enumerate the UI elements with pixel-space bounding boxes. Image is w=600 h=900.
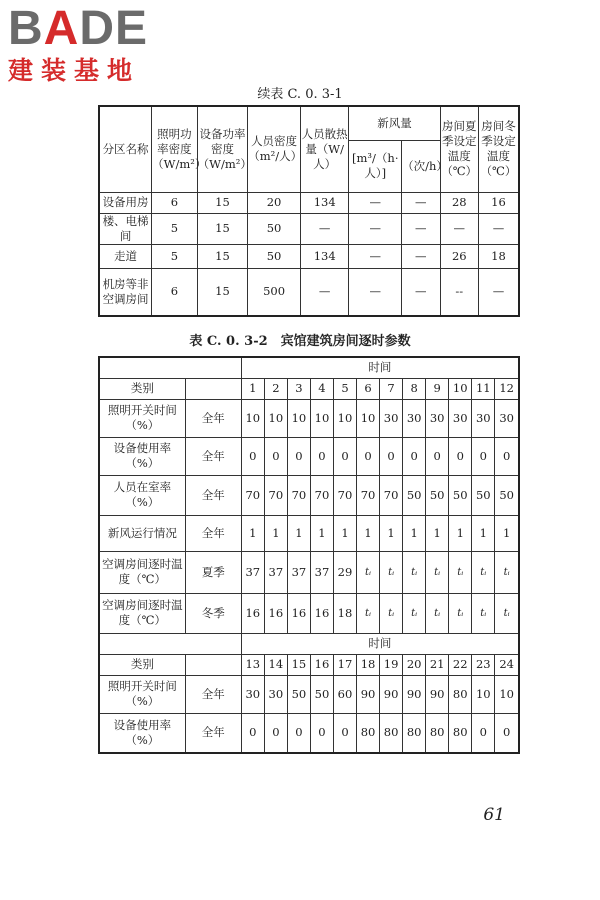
hour-cell: 12 bbox=[495, 378, 519, 399]
value-cell: tᵢ bbox=[380, 593, 403, 633]
value-cell: 0 bbox=[333, 437, 356, 475]
value-cell: 0 bbox=[495, 713, 519, 753]
value-cell: 70 bbox=[333, 475, 356, 515]
hour-cell: 23 bbox=[472, 654, 495, 675]
value-cell: 29 bbox=[333, 551, 356, 593]
value-cell: 70 bbox=[310, 475, 333, 515]
row-season: 夏季 bbox=[185, 551, 241, 593]
value-cell: 1 bbox=[449, 515, 472, 551]
value-cell: 80 bbox=[357, 713, 380, 753]
value-cell: 80 bbox=[403, 713, 426, 753]
value-cell: 50 bbox=[449, 475, 472, 515]
row-season: 冬季 bbox=[185, 593, 241, 633]
value-cell: 10 bbox=[310, 399, 333, 437]
value-cell: tᵢ bbox=[449, 593, 472, 633]
brand-logo bbox=[8, 4, 178, 86]
hour-cell: 5 bbox=[333, 378, 356, 399]
value-cell: tᵢ bbox=[426, 593, 449, 633]
table-row bbox=[99, 515, 519, 551]
header-fresh-air-unit1: [m³/（h·人）] bbox=[349, 140, 402, 192]
row-season: 全年 bbox=[185, 675, 241, 713]
page-number: 61 bbox=[483, 805, 505, 825]
hour-cell: 2 bbox=[264, 378, 287, 399]
value-cell: 30 bbox=[426, 399, 449, 437]
header-people-heat: 人员散热量（W/人） bbox=[300, 106, 349, 192]
row-season: 全年 bbox=[185, 399, 241, 437]
value-cell: 60 bbox=[333, 675, 356, 713]
value-cell: tᵢ bbox=[449, 551, 472, 593]
value-cell: 30 bbox=[241, 675, 264, 713]
value-cell: 1 bbox=[241, 515, 264, 551]
value-cell: 1 bbox=[287, 515, 310, 551]
blank-cell bbox=[185, 378, 241, 399]
table-row: 设备用房 6 15 20 134 — — 28 16 bbox=[99, 192, 519, 213]
value-cell: 30 bbox=[380, 399, 403, 437]
value-cell: 30 bbox=[403, 399, 426, 437]
hour-cell: 17 bbox=[333, 654, 356, 675]
table-row: 楼、电梯间 5 15 50 — — — — — bbox=[99, 213, 519, 244]
value-cell: 16 bbox=[287, 593, 310, 633]
blank-cell bbox=[99, 633, 241, 654]
value-cell: 1 bbox=[403, 515, 426, 551]
logo-wordmark: BADE bbox=[8, 2, 149, 55]
hour-cell: 18 bbox=[357, 654, 380, 675]
value-cell: 0 bbox=[241, 713, 264, 753]
header-winter-temp: 房间冬季设定温度（℃） bbox=[478, 106, 519, 192]
value-cell: 0 bbox=[264, 437, 287, 475]
row-category: 设备使用率（%） bbox=[99, 437, 185, 475]
table1-caption: 续表 C. 0. 3-1 bbox=[257, 87, 343, 102]
value-cell: tᵢ bbox=[403, 551, 426, 593]
value-cell: 30 bbox=[472, 399, 495, 437]
value-cell: 10 bbox=[495, 675, 519, 713]
value-cell: 1 bbox=[264, 515, 287, 551]
value-cell: 80 bbox=[426, 713, 449, 753]
table-row bbox=[99, 475, 519, 515]
value-cell: 0 bbox=[310, 437, 333, 475]
value-cell: 37 bbox=[310, 551, 333, 593]
row-category: 新风运行情况 bbox=[99, 515, 185, 551]
time-header-row bbox=[99, 633, 519, 654]
row-season: 全年 bbox=[185, 515, 241, 551]
value-cell: 18 bbox=[333, 593, 356, 633]
value-cell: 50 bbox=[287, 675, 310, 713]
hour-cell: 15 bbox=[287, 654, 310, 675]
table-row bbox=[99, 551, 519, 593]
category-label: 类别 bbox=[99, 378, 185, 399]
value-cell: 0 bbox=[495, 437, 519, 475]
row-category: 空调房间逐时温度（℃） bbox=[99, 593, 185, 633]
value-cell: 70 bbox=[380, 475, 403, 515]
value-cell: 50 bbox=[403, 475, 426, 515]
hour-cell: 22 bbox=[449, 654, 472, 675]
value-cell: 1 bbox=[472, 515, 495, 551]
table-row bbox=[99, 713, 519, 753]
table-row: 走道 5 15 50 134 — — 26 18 bbox=[99, 244, 519, 268]
value-cell: 80 bbox=[449, 713, 472, 753]
value-cell: 16 bbox=[241, 593, 264, 633]
hour-cell: 11 bbox=[472, 378, 495, 399]
value-cell: 30 bbox=[449, 399, 472, 437]
header-zone: 分区名称 bbox=[99, 106, 152, 192]
hour-cell: 19 bbox=[380, 654, 403, 675]
value-cell: 37 bbox=[264, 551, 287, 593]
value-cell: 90 bbox=[380, 675, 403, 713]
hour-cell: 1 bbox=[241, 378, 264, 399]
header-fresh-air: 新风量 bbox=[349, 106, 440, 140]
value-cell: tᵢ bbox=[472, 551, 495, 593]
value-cell: 0 bbox=[403, 437, 426, 475]
value-cell: 0 bbox=[357, 437, 380, 475]
table-row bbox=[99, 399, 519, 437]
hour-cell: 14 bbox=[264, 654, 287, 675]
time-header-row bbox=[99, 357, 519, 378]
time-label: 时间 bbox=[241, 357, 519, 378]
value-cell: 90 bbox=[357, 675, 380, 713]
hours-row bbox=[99, 378, 519, 399]
hour-cell: 3 bbox=[287, 378, 310, 399]
value-cell: 70 bbox=[287, 475, 310, 515]
value-cell: 70 bbox=[241, 475, 264, 515]
value-cell: 10 bbox=[264, 399, 287, 437]
hour-cell: 16 bbox=[310, 654, 333, 675]
value-cell: 0 bbox=[380, 437, 403, 475]
value-cell: tᵢ bbox=[380, 551, 403, 593]
value-cell: 70 bbox=[357, 475, 380, 515]
hour-cell: 8 bbox=[403, 378, 426, 399]
table-c031-continued bbox=[98, 105, 520, 317]
value-cell: tᵢ bbox=[403, 593, 426, 633]
value-cell: 30 bbox=[264, 675, 287, 713]
table-row bbox=[99, 437, 519, 475]
hour-cell: 10 bbox=[449, 378, 472, 399]
value-cell: 0 bbox=[264, 713, 287, 753]
value-cell: 30 bbox=[495, 399, 519, 437]
value-cell: 1 bbox=[380, 515, 403, 551]
value-cell: 1 bbox=[357, 515, 380, 551]
value-cell: 50 bbox=[310, 675, 333, 713]
value-cell: 10 bbox=[287, 399, 310, 437]
hour-cell: 24 bbox=[495, 654, 519, 675]
table2-caption: 表 C. 0. 3-2 宾馆建筑房间逐时参数 bbox=[189, 334, 411, 349]
value-cell: 16 bbox=[264, 593, 287, 633]
table-c032-hotel-hourly bbox=[98, 356, 520, 754]
value-cell: 0 bbox=[472, 437, 495, 475]
value-cell: 0 bbox=[449, 437, 472, 475]
row-category: 照明开关时间（%） bbox=[99, 399, 185, 437]
hour-cell: 13 bbox=[241, 654, 264, 675]
value-cell: 80 bbox=[380, 713, 403, 753]
value-cell: 90 bbox=[403, 675, 426, 713]
hours-row bbox=[99, 654, 519, 675]
category-label: 类别 bbox=[99, 654, 185, 675]
value-cell: tᵢ bbox=[495, 551, 519, 593]
value-cell: 1 bbox=[333, 515, 356, 551]
table-row: 机房等非空调房间 6 15 500 — — — -- — bbox=[99, 268, 519, 316]
value-cell: 37 bbox=[241, 551, 264, 593]
row-season: 全年 bbox=[185, 437, 241, 475]
row-category: 照明开关时间（%） bbox=[99, 675, 185, 713]
value-cell: tᵢ bbox=[357, 593, 380, 633]
header-lighting: 照明功率密度（W/m²） bbox=[152, 106, 198, 192]
row-category: 设备使用率（%） bbox=[99, 713, 185, 753]
time-label: 时间 bbox=[241, 633, 519, 654]
value-cell: 50 bbox=[426, 475, 449, 515]
header-summer-temp: 房间夏季设定温度（℃） bbox=[440, 106, 478, 192]
table-row bbox=[99, 593, 519, 633]
hour-cell: 6 bbox=[357, 378, 380, 399]
header-equipment: 设备功率密度（W/m²） bbox=[197, 106, 248, 192]
value-cell: 80 bbox=[449, 675, 472, 713]
hour-cell: 21 bbox=[426, 654, 449, 675]
value-cell: 37 bbox=[287, 551, 310, 593]
value-cell: 0 bbox=[310, 713, 333, 753]
hour-cell: 9 bbox=[426, 378, 449, 399]
value-cell: 50 bbox=[472, 475, 495, 515]
hour-cell: 20 bbox=[403, 654, 426, 675]
value-cell: 10 bbox=[333, 399, 356, 437]
value-cell: 50 bbox=[495, 475, 519, 515]
value-cell: 0 bbox=[287, 437, 310, 475]
blank-cell bbox=[185, 654, 241, 675]
hour-cell: 4 bbox=[310, 378, 333, 399]
value-cell: 10 bbox=[472, 675, 495, 713]
value-cell: 90 bbox=[426, 675, 449, 713]
value-cell: 1 bbox=[495, 515, 519, 551]
row-category: 空调房间逐时温度（℃） bbox=[99, 551, 185, 593]
header-fresh-air-unit2: （次/h） bbox=[402, 140, 440, 192]
table-row bbox=[99, 675, 519, 713]
value-cell: 10 bbox=[357, 399, 380, 437]
logo-subtitle: 建装基地 bbox=[8, 56, 141, 85]
row-season: 全年 bbox=[185, 713, 241, 753]
value-cell: tᵢ bbox=[357, 551, 380, 593]
value-cell: tᵢ bbox=[495, 593, 519, 633]
value-cell: 70 bbox=[264, 475, 287, 515]
header-people-density: 人员密度（m²/人） bbox=[248, 106, 301, 192]
hour-cell: 7 bbox=[380, 378, 403, 399]
value-cell: 0 bbox=[426, 437, 449, 475]
value-cell: 0 bbox=[472, 713, 495, 753]
value-cell: tᵢ bbox=[426, 551, 449, 593]
value-cell: 1 bbox=[310, 515, 333, 551]
value-cell: 1 bbox=[426, 515, 449, 551]
blank-cell bbox=[99, 357, 241, 378]
value-cell: tᵢ bbox=[472, 593, 495, 633]
value-cell: 0 bbox=[333, 713, 356, 753]
row-season: 全年 bbox=[185, 475, 241, 515]
value-cell: 0 bbox=[287, 713, 310, 753]
value-cell: 0 bbox=[241, 437, 264, 475]
value-cell: 16 bbox=[310, 593, 333, 633]
value-cell: 10 bbox=[241, 399, 264, 437]
row-category: 人员在室率（%） bbox=[99, 475, 185, 515]
